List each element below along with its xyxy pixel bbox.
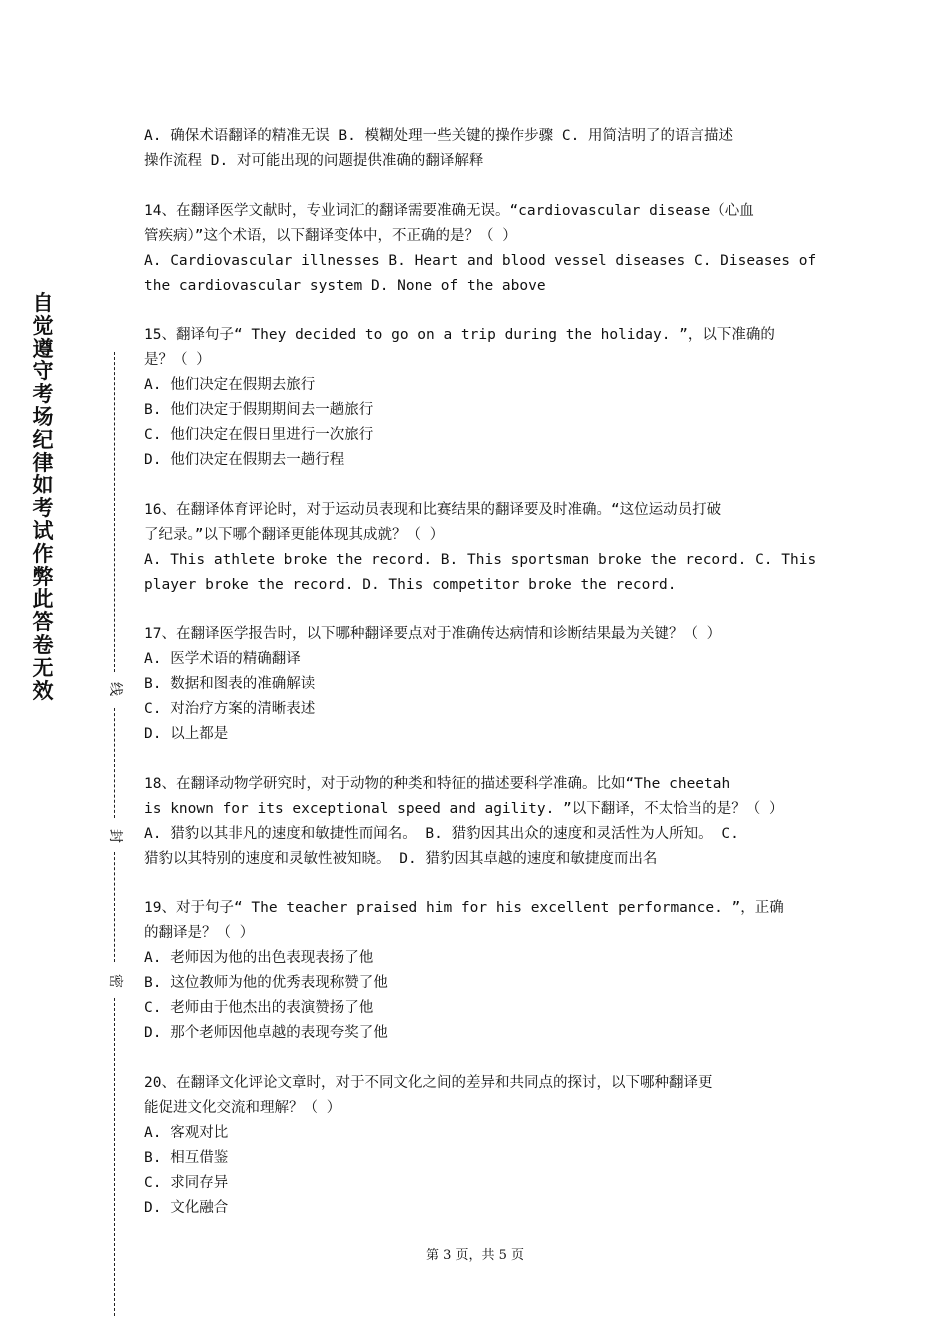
- question-text-line: 能促进文化交流和理解？（ ）: [144, 1099, 342, 1116]
- question-text-line: A. 猎豹以其非凡的速度和敏捷性而闻名。 B. 猎豹因其出众的速度和灵活性为人所知。 C.: [144, 825, 739, 842]
- question-text-line: C. 对治疗方案的清晰表述: [144, 701, 316, 717]
- question-text-line: A. 客观对比: [144, 1124, 229, 1141]
- seal-label-seal: 封: [104, 829, 126, 843]
- question-text-line: 18、在翻译动物学研究时，对于动物的种类和特征的描述要科学准确。比如“The cheetah: [144, 775, 731, 792]
- question-text-line: D. 文化融合: [144, 1199, 229, 1216]
- binding-dashed-line: [114, 998, 115, 1316]
- binding-dashed-line: [114, 852, 115, 962]
- question-text-line: D. 那个老师因他卓越的表现夸奖了他: [144, 1025, 388, 1041]
- question-text-line: 管疾病）”这个术语，以下翻译变体中，不正确的是？（ ）: [144, 227, 517, 244]
- question-text-line: 操作流程 D. 对可能出现的问题提供准确的翻译解释: [144, 153, 484, 169]
- question-text-line: B. 相互借鉴: [144, 1149, 229, 1166]
- question-block-q15: [144, 323, 812, 473]
- question-text-line: B. 这位教师为他的优秀表现称赞了他: [144, 975, 388, 991]
- seal-label-line: 线: [104, 682, 126, 696]
- question-block-q18: [144, 772, 812, 872]
- question-text-line: 20、在翻译文化评论文章时，对于不同文化之间的差异和共同点的探讨，以下哪种翻译更: [144, 1074, 713, 1091]
- question-text-line: 14、在翻译医学文献时，专业词汇的翻译需要准确无误。“cardiovascular disease（心血: [144, 202, 754, 219]
- question-block-q16: [144, 498, 817, 598]
- question-text-line: player broke the record. D. This competitor broke the record.: [144, 576, 677, 593]
- question-block-q19: [144, 896, 812, 1046]
- question-text-line: 是？（ ）: [144, 352, 211, 368]
- question-text-line: 15、翻译句子“ They decided to go on a trip during the holiday. ”，以下准确的: [144, 327, 775, 343]
- page-number-footer: 第 3 页，共 5 页: [425, 1248, 525, 1263]
- binding-dashed-line: [114, 708, 115, 818]
- question-text-line: 猎豹以其特别的速度和灵敏性被知晓。 D. 猎豹因其卓越的速度和敏捷度而出名: [144, 850, 658, 867]
- question-text-line: 19、对于句子“ The teacher praised him for his excellent performance. ”，正确: [144, 900, 784, 916]
- question-text-line: A. This athlete broke the record. B. This sportsman broke the record. C. This: [144, 551, 817, 568]
- question-block-q20: [144, 1071, 812, 1221]
- question-text-line: is known for its exceptional speed and agility. ”以下翻译，不太恰当的是？（ ）: [144, 800, 784, 817]
- exam-warning-vertical: 自觉遵守考场纪律如考试作弊此答卷无效: [32, 291, 54, 703]
- question-text-line: 17、在翻译医学报告时，以下哪种翻译要点对于准确传达病情和诊断结果最为关键？（ ）: [144, 626, 722, 642]
- question-text-line: C. 求同存异: [144, 1174, 229, 1191]
- question-text-line: A. 确保术语翻译的精准无误 B. 模糊处理一些关键的操作步骤 C. 用简洁明了的语言描述: [144, 128, 734, 144]
- question-text-line: C. 他们决定在假日里进行一次旅行: [144, 427, 374, 443]
- question-text-line: A. 他们决定在假期去旅行: [144, 377, 316, 393]
- question-block-q13-options: [144, 124, 812, 174]
- question-text-line: D. 他们决定在假期去一趟行程: [144, 452, 345, 468]
- question-text-line: 16、在翻译体育评论时，对于运动员表现和比赛结果的翻译要及时准确。“这位运动员打破: [144, 501, 722, 518]
- question-text-line: D. 以上都是: [144, 726, 229, 742]
- question-text-line: B. 数据和图表的准确解读: [144, 676, 316, 692]
- question-text-line: the cardiovascular system D. None of the above: [144, 277, 546, 294]
- question-list: [144, 124, 817, 1221]
- question-text-line: 了纪录。”以下哪个翻译更能体现其成就？（ ）: [144, 526, 445, 543]
- question-text-line: C. 老师由于他杰出的表演赞扬了他: [144, 1000, 374, 1016]
- question-text-line: A. 老师因为他的出色表现表扬了他: [144, 950, 374, 966]
- question-text-line: A. 医学术语的精确翻译: [144, 651, 301, 667]
- question-block-q17: [144, 622, 812, 747]
- question-text-line: 的翻译是？（ ）: [144, 925, 255, 941]
- question-text-line: B. 他们决定于假期期间去一趟旅行: [144, 402, 374, 418]
- seal-label-secret: 密: [104, 974, 126, 988]
- question-text-line: A. Cardiovascular illnesses B. Heart and blood vessel diseases C. Diseases of: [144, 252, 817, 269]
- binding-dashed-line: [114, 352, 115, 672]
- question-block-q14: [144, 199, 817, 299]
